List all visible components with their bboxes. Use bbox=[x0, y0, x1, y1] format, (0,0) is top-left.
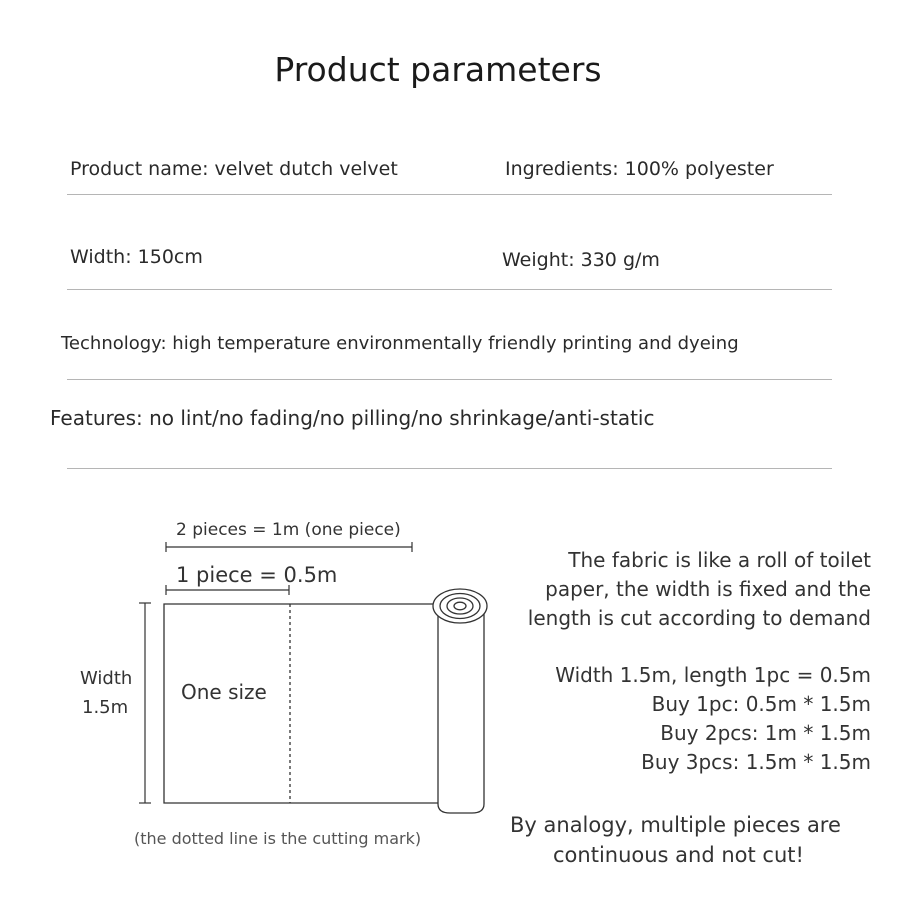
two-pieces-label: 2 pieces = 1m (one piece) bbox=[176, 520, 401, 540]
product-name-text: Product name: velvet dutch velvet bbox=[70, 158, 398, 180]
pricing-line-4: Buy 3pcs: 1.5m * 1.5m bbox=[641, 750, 871, 774]
cutting-mark-caption: (the dotted line is the cutting mark) bbox=[134, 829, 422, 848]
one-size-label: One size bbox=[181, 680, 267, 704]
intro-line-3: length is cut according to demand bbox=[527, 606, 871, 630]
fabric-roll bbox=[433, 589, 487, 813]
intro-line-1: The fabric is like a roll of toilet bbox=[568, 548, 871, 572]
page-title: Product parameters bbox=[274, 50, 602, 89]
width-text: Width: 150cm bbox=[70, 246, 203, 268]
pricing-line-3: Buy 2pcs: 1m * 1.5m bbox=[660, 721, 871, 745]
pricing-line-2: Buy 1pc: 0.5m * 1.5m bbox=[651, 692, 871, 716]
ingredients-text: Ingredients: 100% polyester bbox=[505, 158, 774, 180]
weight-text: Weight: 330 g/m bbox=[502, 249, 660, 271]
width-dimension-line bbox=[139, 603, 151, 803]
technology-text: Technology: high temperature environmentally friendly printing and dyeing bbox=[61, 333, 739, 354]
two-pieces-dimension-line bbox=[166, 542, 412, 552]
conclusion-line-1: By analogy, multiple pieces are bbox=[510, 813, 841, 837]
pricing-line-1: Width 1.5m, length 1pc = 0.5m bbox=[555, 663, 871, 687]
one-piece-label: 1 piece = 0.5m bbox=[176, 563, 338, 587]
conclusion-line-2: continuous and not cut! bbox=[553, 843, 804, 867]
width-label: Width bbox=[80, 668, 133, 689]
features-text: Features: no lint/no fading/no pilling/no shrinkage/anti-static bbox=[50, 406, 655, 430]
intro-line-2: paper, the width is fixed and the bbox=[545, 577, 871, 601]
width-value-label: 1.5m bbox=[82, 697, 129, 718]
